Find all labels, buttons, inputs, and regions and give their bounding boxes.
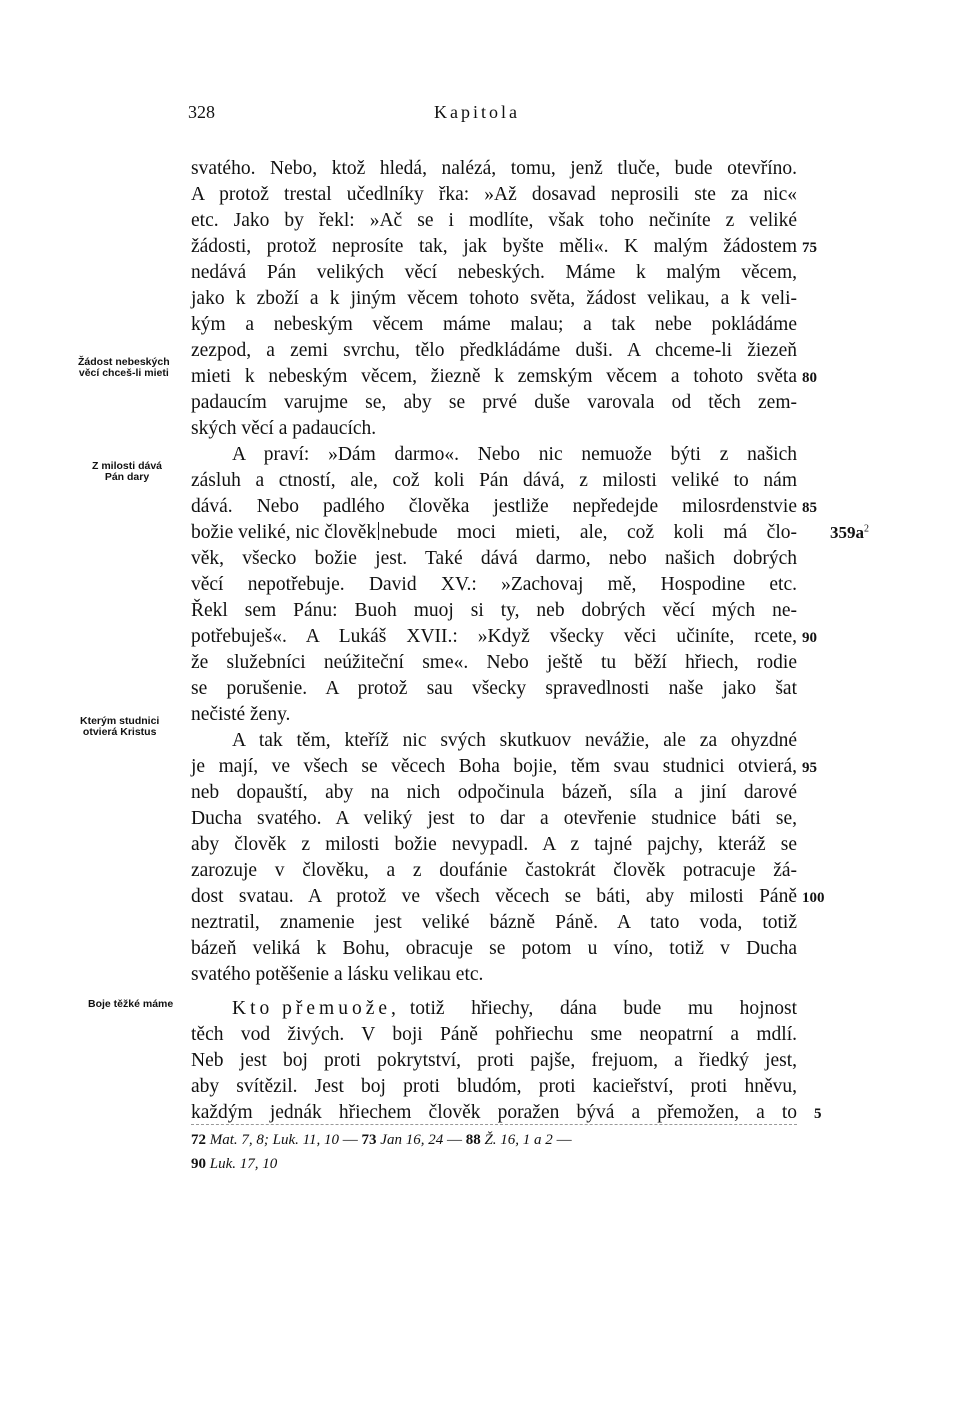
text-line: etc. Jako by řekl: »Ač se i modlíte, však toho nečiníte z veliké: [191, 210, 797, 231]
line-number: 95: [802, 760, 817, 776]
text-line: potřebuješ«. A Lukáš XVII.: »Když všecky věci učiníte, rcete,: [191, 626, 797, 647]
footnote-line-1: 72 Mat. 7, 8; Luk. 11, 10 — 73 Jan 16, 24 — 88 Ž. 16, 1 a 2 —: [191, 1132, 572, 1148]
margin-note-2: Z milosti dává Pán dary: [92, 460, 163, 483]
text-line: A praví: »Dám darmo«. Nebo nic nemuože býti z našich: [232, 444, 797, 465]
text-line: zezpod, a zemi svrchu, tělo předkládáme duši. A chceme-li žiezeň: [191, 340, 797, 361]
text-line: ských věcí a padaucích.: [191, 418, 377, 439]
footnote-line-2: 90 Luk. 17, 10: [191, 1156, 278, 1172]
text-line: těch vod živých. V boji Páně pohřiechu sme neopatrní a mdlí.: [191, 1024, 797, 1045]
line-number: 85: [802, 500, 817, 516]
text-line: aby člověk z milosti božie nevypadl. A z tajné pajchy, kteráž se: [191, 834, 797, 855]
line-number: 5: [814, 1106, 822, 1122]
line-number: 90: [802, 630, 817, 646]
text-line: Ducha svatého. A veliký jest to dar a otevřenie studnice báti se,: [191, 808, 797, 829]
footnote-rule: [191, 1124, 797, 1125]
text-line: A tak těm, kteříž nic svých skutkuov nevážie, ale za ohyzdné: [232, 730, 797, 751]
folio-mark: [378, 522, 379, 540]
text-line: věcí nepotřebuje. David XV.: »Zachovaj mě, Hospodine etc.: [191, 574, 797, 595]
line-number: 80: [802, 370, 817, 386]
text-line: kým a nebeským věcem máme malau; a tak nebe pokládáme: [191, 314, 797, 335]
text-line: božie veliké, nic člověk nebude moci mieti, ale, což koli má člo-: [191, 522, 797, 543]
line-number: 100: [802, 890, 825, 906]
text-line: věk, všecko božie jest. Také dává darmo, nebo našich dobrých: [191, 548, 797, 569]
text-line: dost svatau. A protož ve všech věcech se báti, aby milosti Páně: [191, 886, 797, 907]
text-line: nedává Pán velikých věcí nebeských. Máme k malým věcem,: [191, 262, 797, 283]
text-line: zarozuje v člověku, a z doufánie častokrát člověk potracuje žá-: [191, 860, 797, 881]
running-title: Kapitola: [434, 102, 520, 122]
margin-note-4: Boje těžké máme: [88, 998, 174, 1010]
text-line: jako k zboží a k jiným věcem tohoto světa, žádost velikau, a k veli-: [191, 288, 797, 309]
text-line: žádosti, protož neprosíte tak, jak byšte měli«. K malým žádostem: [191, 236, 797, 257]
text-line: mieti k nebeským věcem, žiezně k zemským věcem a tohoto světa: [191, 366, 797, 387]
text-line: Řekl sem Pánu: Buoh muoj si ty, neb dobrých věcí mých ne-: [191, 600, 797, 621]
text-line: zásluh a ctností, ale, což koli Pán dává, z milosti veliké to nám: [191, 470, 797, 491]
text-line: se porušenie. A protož sau všecky spravedlnosti naše jako šat: [191, 678, 797, 699]
text-line: svatého potěšenie a lásku velikau etc.: [191, 964, 484, 985]
margin-note-1: Žádost nebeských věcí chceš-li mieti: [78, 356, 170, 379]
page-number: 328: [188, 102, 215, 122]
text-line: neztratil, znamenie jest veliké bázně Páně. A tato voda, totiž: [191, 912, 797, 933]
text-line: je mají, ve všech se věcech Boha bojie, těm svau studnici otvierá,: [191, 756, 797, 777]
margin-note-3: Kterým studnici otvierá Kristus: [80, 715, 160, 738]
line-number: 75: [802, 240, 817, 256]
text-line: Kto přemuože, totiž hřiechy, dána bude mu hojnost: [232, 998, 797, 1019]
text-line: aby svítězil. Jest boj proti bludóm, proti kacieřství, proti hněvu,: [191, 1076, 797, 1097]
text-line: A protož trestal učedlníky řka: »Až dosavad neprosili ste za nic«: [191, 184, 797, 205]
text-line: nečisté ženy.: [191, 704, 291, 725]
text-line: bázeň veliká k Bohu, obracuje se potom u víno, totiž v Ducha: [191, 938, 797, 959]
text-line: padaucím varujme se, aby se prvé duše varovala od těch zem-: [191, 392, 797, 413]
spaced-lemma: Kto přemuože,: [232, 998, 400, 1019]
folio-number: $359a^2$: [830, 523, 869, 542]
text-line: každým jednák hřiechem člověk poražen bývá a přemožen, a to: [191, 1102, 797, 1123]
text-line: neb dopauští, aby na nich odpočinula bázeň, síla a jiní darové: [191, 782, 797, 803]
text-line: svatého. Nebo, ktož hledá, nalézá, tomu, jenž tluče, bude otevříno.: [191, 158, 797, 179]
text-line: Neb jest boj proti pokrytství, proti pajše, frejuom, a řiedký jest,: [191, 1050, 797, 1071]
text-line: dává. Nebo padlého člověka jestliže nepředejde milosrdenstvie: [191, 496, 797, 517]
text-line: že služebníci neúžiteční sme«. Nebo ještě tu běží hřiech, rodie: [191, 652, 797, 673]
